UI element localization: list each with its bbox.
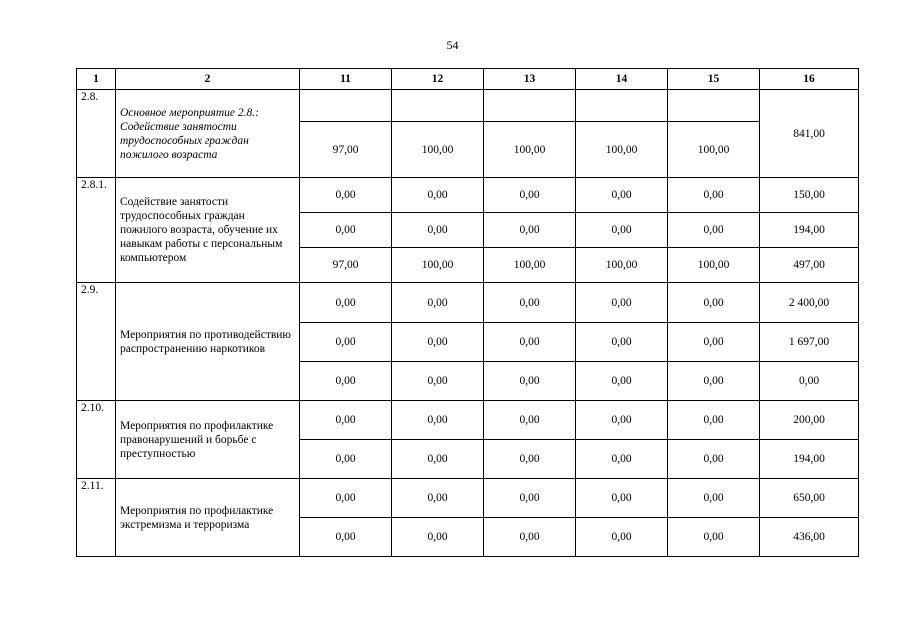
section-name: Основное мероприятие 2.8.: Содействие занятости трудоспособных граждан пожилого возраста	[116, 90, 300, 178]
value-cell: 0,00	[484, 213, 576, 248]
value-cell: 0,00	[668, 440, 760, 479]
value-cell: 0,00	[576, 440, 668, 479]
column-header: 16	[760, 69, 859, 90]
value-cell: 0,00	[300, 323, 392, 362]
value-cell: 0,00	[392, 479, 484, 518]
column-header: 2	[116, 69, 300, 90]
column-header: 1	[77, 69, 116, 90]
value-cell: 100,00	[668, 248, 760, 283]
value-cell: 0,00	[300, 440, 392, 479]
value-cell: 0,00	[300, 362, 392, 401]
section-code: 2.8.1.	[77, 178, 116, 283]
value-cell: 0,00	[300, 518, 392, 557]
value-cell	[392, 90, 484, 122]
value-cell: 0,00	[576, 283, 668, 323]
table-row	[77, 90, 859, 122]
value-cell: 100,00	[484, 122, 576, 178]
value-cell: 0,00	[668, 213, 760, 248]
column-header: 13	[484, 69, 576, 90]
value-cell	[668, 90, 760, 122]
total-cell: 200,00	[760, 401, 859, 440]
value-cell: 0,00	[300, 213, 392, 248]
value-cell: 0,00	[576, 479, 668, 518]
value-cell: 97,00	[300, 122, 392, 178]
section-name: Содействие занятости трудоспособных граждан пожилого возраста, обучение их навыкам работы с персональным компьютером	[116, 178, 300, 283]
value-cell: 0,00	[484, 401, 576, 440]
value-cell: 0,00	[668, 362, 760, 401]
column-header: 14	[576, 69, 668, 90]
total-cell: 650,00	[760, 479, 859, 518]
total-cell: 1 697,00	[760, 323, 859, 362]
value-cell: 0,00	[668, 323, 760, 362]
value-cell: 0,00	[392, 362, 484, 401]
value-cell: 100,00	[484, 248, 576, 283]
value-cell: 0,00	[392, 178, 484, 213]
total-cell: 0,00	[760, 362, 859, 401]
value-cell: 0,00	[300, 178, 392, 213]
total-cell: 150,00	[760, 178, 859, 213]
value-cell	[484, 90, 576, 122]
column-header: 15	[668, 69, 760, 90]
value-cell: 0,00	[392, 213, 484, 248]
value-cell: 0,00	[392, 283, 484, 323]
section-name: Мероприятия по профилактике экстремизма и терроризма	[116, 479, 300, 557]
value-cell: 100,00	[576, 248, 668, 283]
total-cell: 436,00	[760, 518, 859, 557]
value-cell: 0,00	[484, 323, 576, 362]
value-cell: 0,00	[300, 479, 392, 518]
value-cell: 100,00	[576, 122, 668, 178]
table-row	[77, 283, 859, 323]
value-cell: 0,00	[668, 518, 760, 557]
table-body	[77, 90, 859, 557]
value-cell: 0,00	[300, 401, 392, 440]
value-cell: 0,00	[576, 323, 668, 362]
budget-table	[76, 68, 859, 557]
table-row	[77, 401, 859, 440]
table-row	[77, 178, 859, 213]
value-cell: 0,00	[576, 213, 668, 248]
value-cell: 0,00	[484, 479, 576, 518]
section-code: 2.10.	[77, 401, 116, 479]
total-cell: 497,00	[760, 248, 859, 283]
value-cell: 100,00	[392, 122, 484, 178]
value-cell: 0,00	[576, 518, 668, 557]
value-cell: 0,00	[576, 178, 668, 213]
value-cell: 0,00	[300, 283, 392, 323]
column-header: 11	[300, 69, 392, 90]
value-cell: 0,00	[392, 323, 484, 362]
value-cell: 0,00	[668, 283, 760, 323]
value-cell: 0,00	[484, 178, 576, 213]
section-name: Мероприятия по противодействию распространению наркотиков	[116, 283, 300, 401]
value-cell: 100,00	[392, 248, 484, 283]
value-cell: 0,00	[668, 178, 760, 213]
value-cell: 0,00	[392, 401, 484, 440]
section-code: 2.11.	[77, 479, 116, 557]
total-cell: 194,00	[760, 440, 859, 479]
section-name: Мероприятия по профилактике правонарушений и борьбе с преступностью	[116, 401, 300, 479]
value-cell: 0,00	[576, 401, 668, 440]
page-number: 54	[446, 38, 459, 52]
value-cell: 0,00	[668, 401, 760, 440]
header-row	[77, 69, 859, 90]
value-cell: 0,00	[392, 440, 484, 479]
value-cell: 97,00	[300, 248, 392, 283]
section-code: 2.9.	[77, 283, 116, 401]
value-cell: 0,00	[484, 440, 576, 479]
column-header: 12	[392, 69, 484, 90]
value-cell: 0,00	[484, 283, 576, 323]
value-cell: 0,00	[484, 362, 576, 401]
value-cell	[300, 90, 392, 122]
value-cell: 100,00	[668, 122, 760, 178]
value-cell: 0,00	[392, 518, 484, 557]
total-cell: 2 400,00	[760, 283, 859, 323]
value-cell: 0,00	[484, 518, 576, 557]
value-cell: 0,00	[668, 479, 760, 518]
section-code: 2.8.	[77, 90, 116, 178]
total-cell: 841,00	[760, 90, 859, 178]
value-cell: 0,00	[576, 362, 668, 401]
total-cell: 194,00	[760, 213, 859, 248]
table-row	[77, 479, 859, 518]
value-cell	[576, 90, 668, 122]
